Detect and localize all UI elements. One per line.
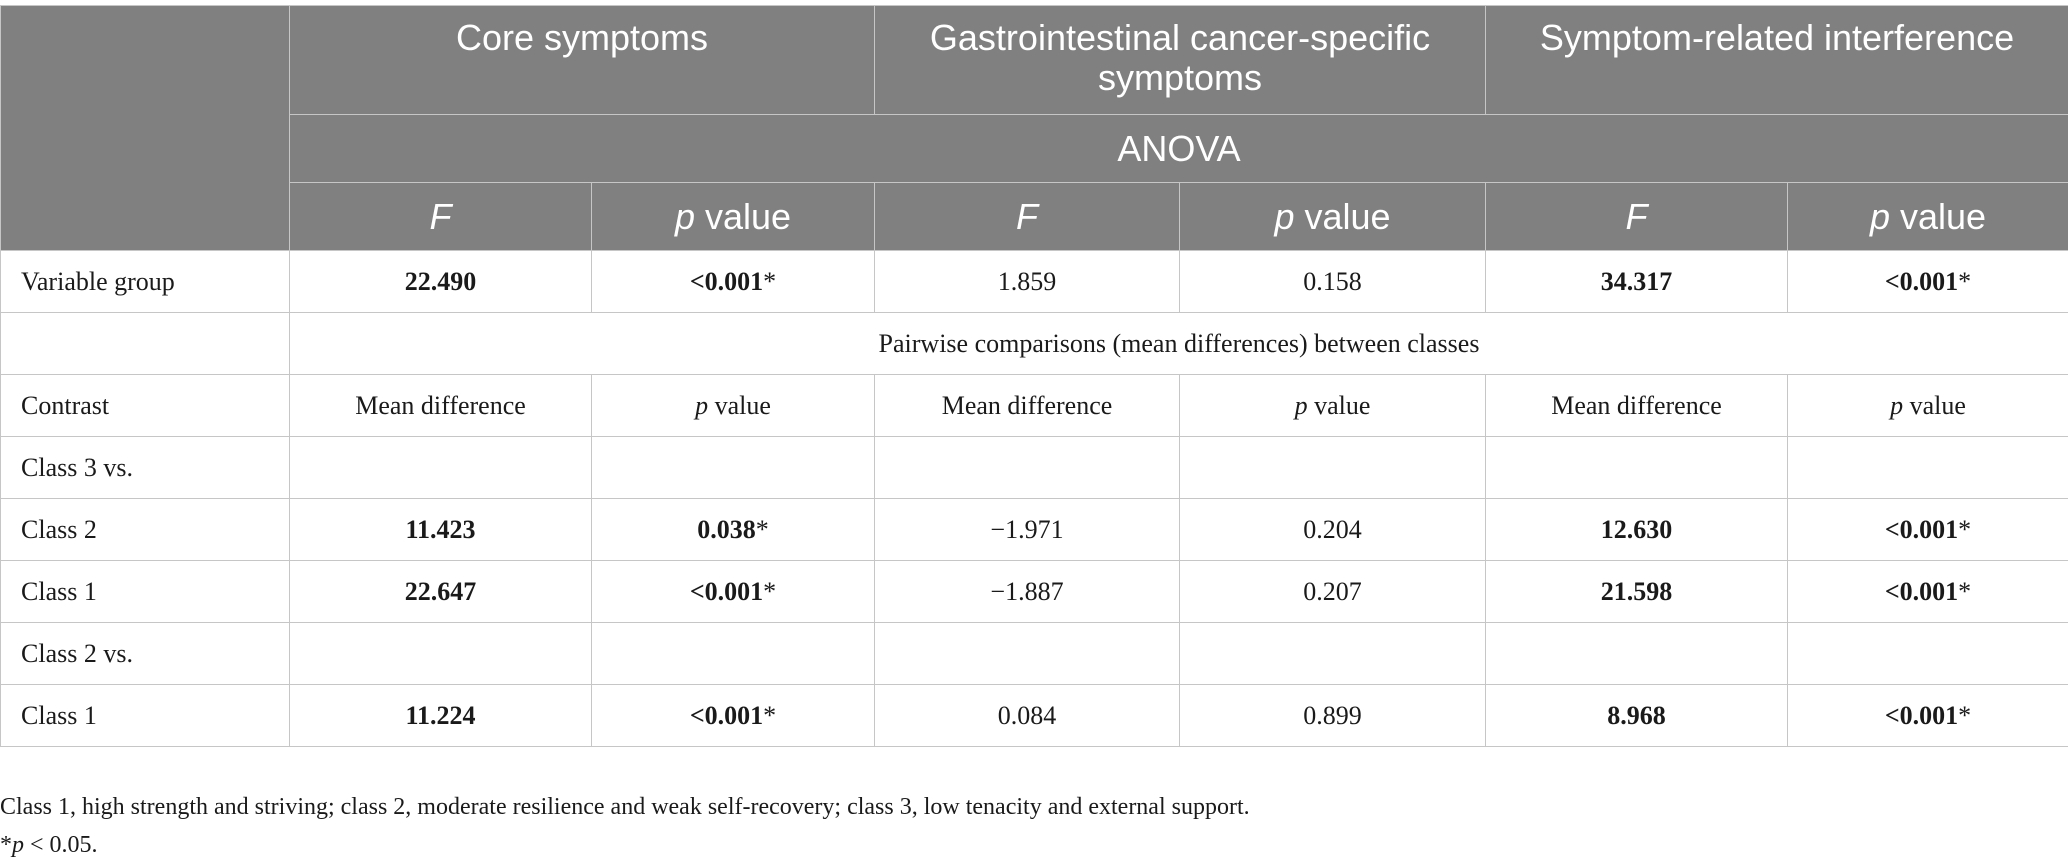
table-row-variable-group bbox=[1, 251, 2068, 313]
table-row-contrast bbox=[1, 375, 2068, 437]
row-label: Class 3 vs. bbox=[1, 437, 290, 499]
interf-mean-diff: 8.968 bbox=[1486, 685, 1788, 747]
interf-mean-diff-header: Mean difference bbox=[1486, 375, 1788, 437]
empty-cell bbox=[1, 313, 290, 375]
empty-cell bbox=[1788, 623, 2068, 685]
interf-p-value bbox=[1788, 251, 2068, 313]
p-text: <0.001 bbox=[690, 267, 763, 296]
f-symbol: F bbox=[430, 196, 452, 237]
significance-star: * bbox=[1958, 267, 1971, 296]
interf-p-value bbox=[1788, 685, 2068, 747]
f-symbol: F bbox=[1626, 196, 1648, 237]
p-symbol: p bbox=[1890, 391, 1903, 420]
p-symbol: p bbox=[1295, 391, 1308, 420]
row-label: Class 1 bbox=[1, 685, 290, 747]
p-text: <0.001 bbox=[1885, 515, 1958, 544]
row-label: Contrast bbox=[1, 375, 290, 437]
header-corner-cell bbox=[1, 6, 290, 251]
empty-cell bbox=[592, 437, 875, 499]
p-symbol: p bbox=[1274, 196, 1294, 237]
p-symbol: p bbox=[695, 391, 708, 420]
header-symptom-interference: Symptom-related interference bbox=[1486, 6, 2068, 115]
interf-mean-diff: 21.598 bbox=[1486, 561, 1788, 623]
empty-cell bbox=[1486, 623, 1788, 685]
core-mean-diff: 22.647 bbox=[290, 561, 592, 623]
empty-cell bbox=[290, 437, 592, 499]
gi-p-header bbox=[1180, 375, 1486, 437]
significance-star: * bbox=[756, 515, 769, 544]
footnote-threshold: < 0.05. bbox=[24, 832, 98, 858]
p-value-text: value bbox=[1294, 196, 1390, 237]
core-p-value bbox=[592, 685, 875, 747]
core-p-header bbox=[592, 375, 875, 437]
core-p-value bbox=[592, 499, 875, 561]
empty-cell bbox=[1180, 437, 1486, 499]
gi-mean-diff: 0.084 bbox=[875, 685, 1180, 747]
interf-f-value: 34.317 bbox=[1486, 251, 1788, 313]
interf-p-value bbox=[1788, 561, 2068, 623]
footnote-p-symbol: p bbox=[12, 832, 24, 858]
p-value-text: value bbox=[1903, 391, 1966, 420]
footnote-class-definitions: Class 1, high strength and striving; class 2, moderate resilience and weak self-recovery; class 3, low tenacity and external support. bbox=[0, 788, 1250, 826]
header-interf-f bbox=[1486, 183, 1788, 251]
gi-mean-diff: −1.887 bbox=[875, 561, 1180, 623]
p-symbol: p bbox=[675, 196, 695, 237]
table-row-class3-vs bbox=[1, 437, 2068, 499]
table-footnotes bbox=[0, 788, 1250, 864]
empty-cell bbox=[875, 437, 1180, 499]
footnote-significance bbox=[0, 826, 1250, 864]
footnote-star: * bbox=[0, 832, 12, 858]
interf-p-header bbox=[1788, 375, 2068, 437]
header-gi-cancer-symptoms: Gastrointestinal cancer-specific symptoms bbox=[875, 6, 1486, 115]
p-value-text: value bbox=[708, 391, 771, 420]
header-core-p bbox=[592, 183, 875, 251]
header-core-symptoms: Core symptoms bbox=[290, 6, 875, 115]
empty-cell bbox=[875, 623, 1180, 685]
p-text: 0.038 bbox=[697, 515, 756, 544]
gi-p-value: 0.158 bbox=[1180, 251, 1486, 313]
p-text: <0.001 bbox=[1885, 701, 1958, 730]
table-row-class2-vs-class1 bbox=[1, 685, 2068, 747]
gi-p-value: 0.207 bbox=[1180, 561, 1486, 623]
pairwise-title: Pairwise comparisons (mean differences) between classes bbox=[290, 313, 2068, 375]
p-value-text: value bbox=[1890, 196, 1986, 237]
significance-star: * bbox=[763, 267, 776, 296]
header-interf-p bbox=[1788, 183, 2068, 251]
gi-f-value: 1.859 bbox=[875, 251, 1180, 313]
significance-star: * bbox=[1958, 701, 1971, 730]
row-label: Class 1 bbox=[1, 561, 290, 623]
core-p-value bbox=[592, 251, 875, 313]
interf-p-value bbox=[1788, 499, 2068, 561]
gi-p-value: 0.899 bbox=[1180, 685, 1486, 747]
gi-mean-diff: −1.971 bbox=[875, 499, 1180, 561]
core-mean-diff: 11.224 bbox=[290, 685, 592, 747]
core-mean-diff: 11.423 bbox=[290, 499, 592, 561]
header-core-f bbox=[290, 183, 592, 251]
table-row-class3-vs-class2 bbox=[1, 499, 2068, 561]
significance-star: * bbox=[1958, 515, 1971, 544]
significance-star: * bbox=[1958, 577, 1971, 606]
table-row-class2-vs bbox=[1, 623, 2068, 685]
gi-p-value: 0.204 bbox=[1180, 499, 1486, 561]
core-f-value: 22.490 bbox=[290, 251, 592, 313]
interf-mean-diff: 12.630 bbox=[1486, 499, 1788, 561]
p-text: <0.001 bbox=[1885, 267, 1958, 296]
row-label: Variable group bbox=[1, 251, 290, 313]
results-table bbox=[0, 5, 2068, 747]
p-value-text: value bbox=[695, 196, 791, 237]
row-label: Class 2 vs. bbox=[1, 623, 290, 685]
p-value-text: value bbox=[1308, 391, 1371, 420]
significance-star: * bbox=[763, 701, 776, 730]
table-row-pairwise-title bbox=[1, 313, 2068, 375]
p-text: <0.001 bbox=[1885, 577, 1958, 606]
p-text: <0.001 bbox=[690, 701, 763, 730]
core-p-value bbox=[592, 561, 875, 623]
empty-cell bbox=[1788, 437, 2068, 499]
header-anova: ANOVA bbox=[290, 115, 2068, 183]
core-mean-diff-header: Mean difference bbox=[290, 375, 592, 437]
header-gi-f bbox=[875, 183, 1180, 251]
p-text: <0.001 bbox=[690, 577, 763, 606]
table-row-class3-vs-class1 bbox=[1, 561, 2068, 623]
empty-cell bbox=[290, 623, 592, 685]
empty-cell bbox=[1180, 623, 1486, 685]
f-symbol: F bbox=[1016, 196, 1038, 237]
row-label: Class 2 bbox=[1, 499, 290, 561]
header-gi-p bbox=[1180, 183, 1486, 251]
empty-cell bbox=[1486, 437, 1788, 499]
significance-star: * bbox=[763, 577, 776, 606]
gi-mean-diff-header: Mean difference bbox=[875, 375, 1180, 437]
empty-cell bbox=[592, 623, 875, 685]
p-symbol: p bbox=[1870, 196, 1890, 237]
